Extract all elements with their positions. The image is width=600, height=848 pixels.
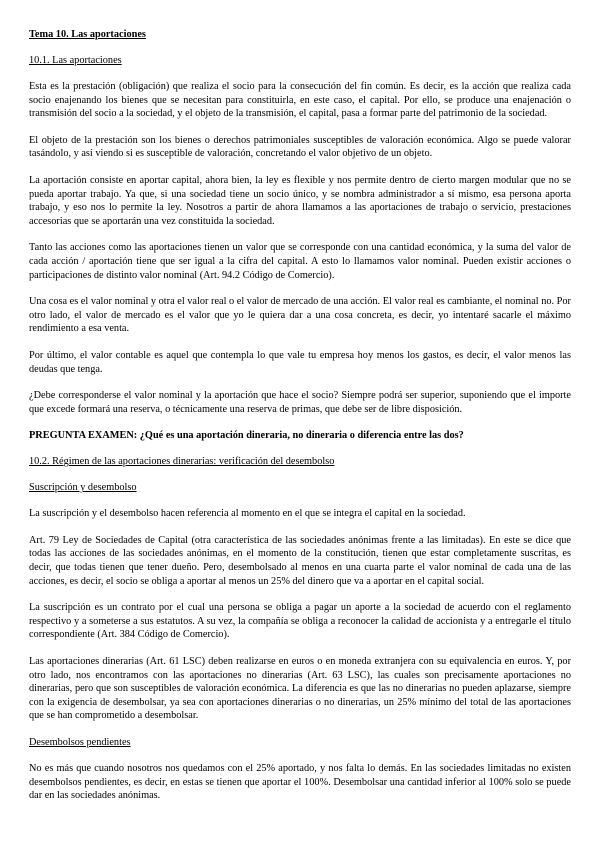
paragraph: La aportación consiste en aportar capital, ahora bien, la ley es flexible y nos permite dentro de cierto margen modular que no se pueda aportar trabajo. Ya que, si una sociedad tiene un socio único, y se nombra administrador a sí mismo, esa persona aporta trabajo, y eso nos lo permite la ley. Nosotros a partir de ahora llamamos a las aportaciones de trabajo o servicio, prestaciones accesorias que se aportarán una vez constituida la sociedad. <box>29 174 571 227</box>
document-title: Tema 10. Las aportaciones <box>29 29 146 40</box>
paragraph: Una cosa es el valor nominal y otra el valor real o el valor de mercado de una acción. El valor real es cambiante, el nominal no. Por otro lado, el valor de mercado es el valor que yo le quiera dar a una cosa concreta, es decir, yo intentaré sacarle el máximo rendimiento a esa venta. <box>29 296 571 335</box>
paragraph: La suscripción es un contrato por el cual una persona se obliga a pagar un aporte a la sociedad de acuerdo con el reglamento respectivo y a someterse a sus estatutos. A su vez, la compañía se obliga a reconocer la calidad de accionista y a entregarle el título correspondiente (Art. 384 Código de Comercio). <box>29 602 571 641</box>
paragraph: ¿Debe corresponderse el valor nominal y la aportación que hace el socio? Siempre podrá ser superior, suponiendo que el importe que excede formará una reserva, o técnicamente una reserva de primas, que debe ser de libre disposición. <box>29 390 571 415</box>
paragraph: El objeto de la prestación son los bienes o derechos patrimoniales susceptibles de valoración económica. Algo se puede valorar tasándolo, y así viendo si es susceptible de valoración, concretando el valor objetivo de un objeto. <box>29 134 571 160</box>
exam-question: PREGUNTA EXAMEN: ¿Qué es una aportación dineraria, no dineraria o diferencia entre las dos? <box>29 430 464 442</box>
paragraph: Esta es la prestación (obligación) que realiza el socio para la consecución del fin común. Es decir, es la acción que realiza cada socio enajenando los bienes que se necesitan para constituirla, en este caso, el capital. Por ello, se produce una enajenación o transmisión del socio a la sociedad, y el objeto de la transmisión, el capital, pasa a formar parte del patrimonio de la sociedad. <box>29 81 571 120</box>
paragraph: Por último, el valor contable es aquel que contempla lo que vale tu empresa hoy menos los gastos, es decir, el valor menos las deudas que tenga. <box>29 349 571 375</box>
document-page <box>29 28 571 816</box>
paragraph: Las aportaciones dinerarias (Art. 61 LSC) deben realizarse en euros o en moneda extranjera con su equivalencia en euros. Y, por otro lado, nos encontramos con las aportaciones no dinerarias (Art. 63 LSC), las cuales son precisamente aportaciones no dinerarias, pero que son susceptibles de valoración económica. La diferencia es que las no dinerarias no pueden aplazarse, siempre con la exigencia de desembolsar, ya sea con aportaciones dinerarias o no dinerarias, un 25% mínimo del total de las aportaciones que se han comprometido a desembolsar. <box>29 656 571 722</box>
section-heading-10-2: 10.2. Régimen de las aportaciones dinerarias: verificación del desembolso <box>29 456 335 468</box>
subheading-desembolsos-pendientes: Desembolsos pendientes <box>29 737 131 748</box>
subheading-suscripcion: Suscripción y desembolso <box>29 482 137 494</box>
paragraph: La suscripción y el desembolso hacen referencia al momento en el que se integra el capital en la sociedad. <box>29 508 466 520</box>
paragraph: Art. 79 Ley de Sociedades de Capital (otra característica de las sociedades anónimas frente a las limitadas). En este se dice que todas las acciones de las sociedades anónimas, en el momento de la constitución, tienen que estar completamente suscritas, es decir, que todas tienen que tener dueño. Pero, desembolsado al menos en una cuarta parte el valor nominal de cada una de las acciones, es decir, el socio se obliga a aportar al menos un 25% del dinero que va a aportar en el capital social. <box>29 534 571 587</box>
paragraph: No es más que cuando nosotros nos quedamos con el 25% aportado, y nos falta lo demás. En las sociedades limitadas no existen desembolsos pendientes, es decir, en estas se tienen que aportar el 100%. Desembolsar una cantidad inferior al 100% solo se puede dar en las sociedades anónimas. <box>29 763 571 802</box>
section-heading-10-1: 10.1. Las aportaciones <box>29 55 122 66</box>
paragraph: Tanto las acciones como las aportaciones tienen un valor que se corresponde con una cantidad económica, y la suma del valor de cada acción / aportación tiene que ser igual a la cifra del capital. A esto lo llamamos valor nominal. Pueden existir acciones o participaciones de distinto valor nominal (Art. 94.2 Código de Comercio). <box>29 242 571 281</box>
